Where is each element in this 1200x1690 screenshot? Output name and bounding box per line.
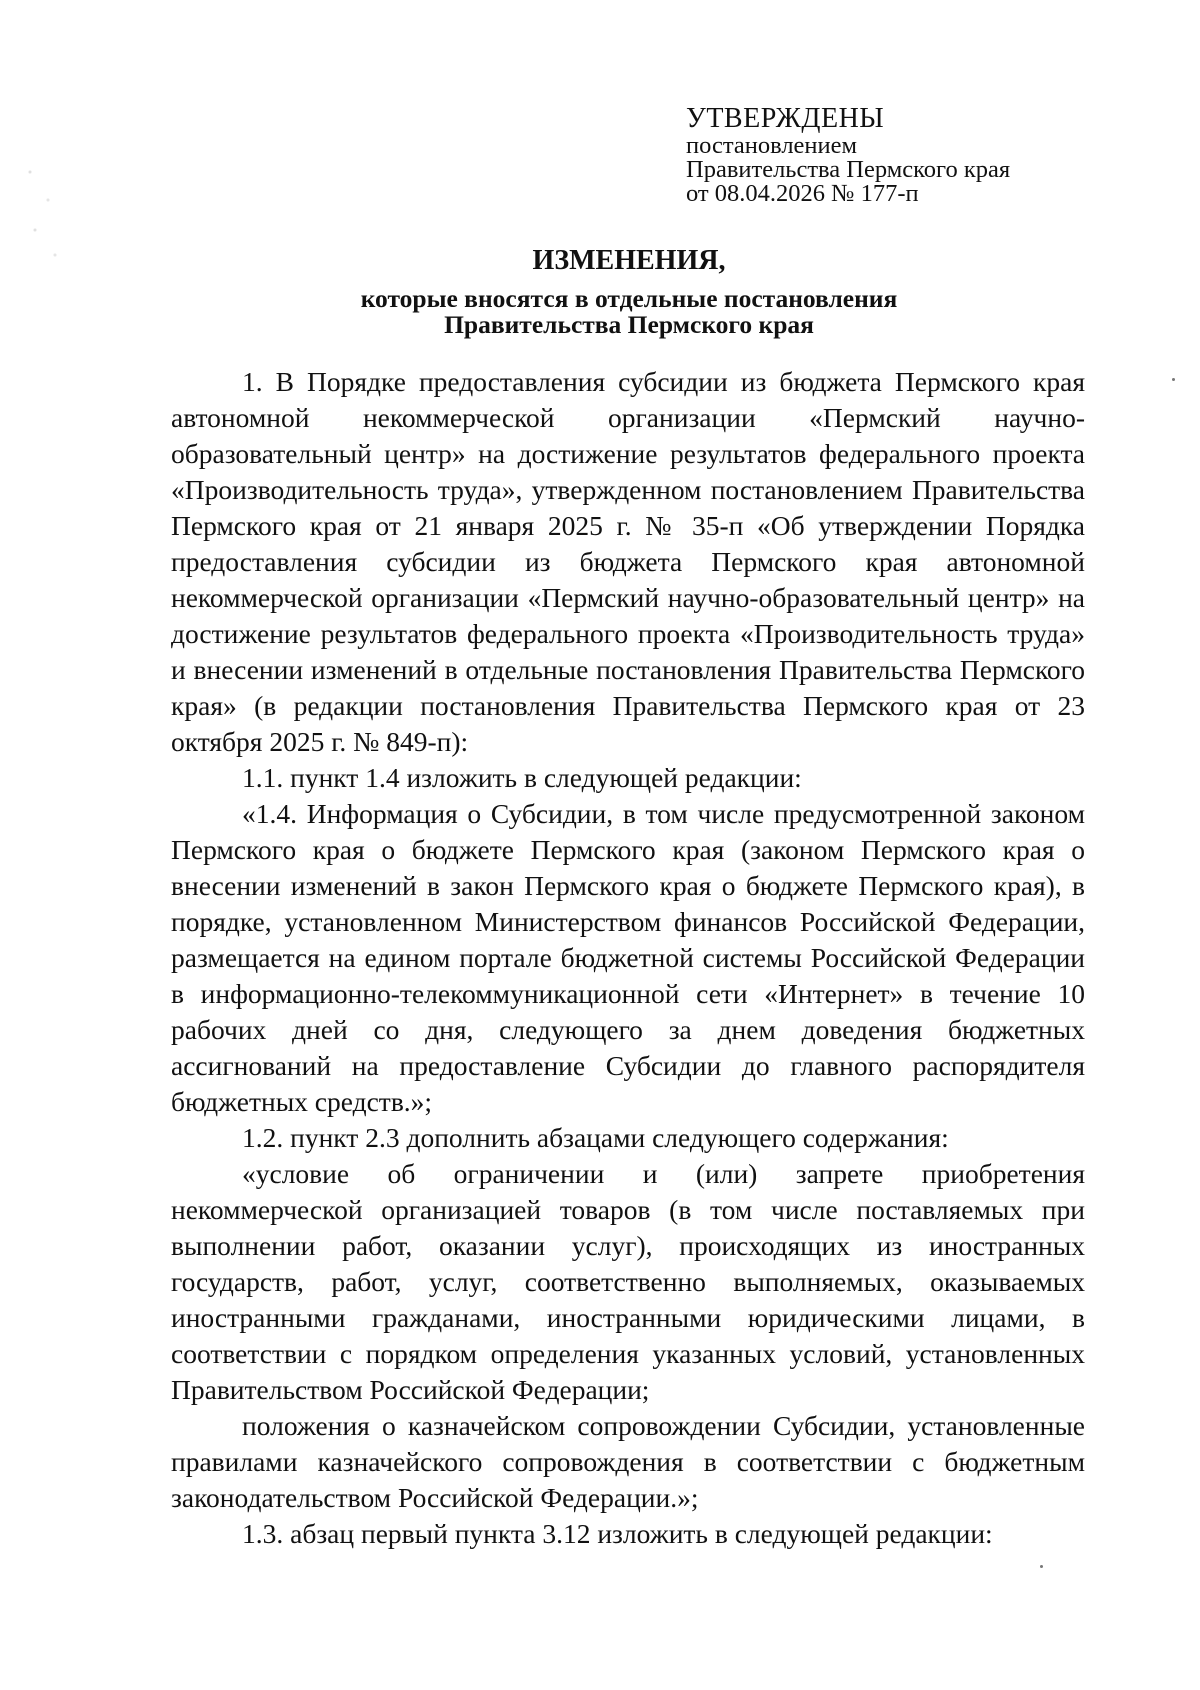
paragraph: «условие об ограничении и (или) запрете приобретения некоммерческой организацией товаров (в том числе поставляемых при выполнении работ, оказании услуг), происходящих из иностранных государств, работ, услуг, соответственно выполняемых, оказываемых иностранными гражданами, иностранными юридическими лицами, в соответствии с порядком определения указанных условий, установленных Правительством Российской Федерации;: [171, 1158, 1085, 1405]
scan-speck: [1172, 378, 1175, 381]
scan-speck: [1040, 1565, 1043, 1568]
approval-title: УТВЕРЖДЕНЫ: [686, 103, 885, 134]
approval-date: от 08.04.2026 № 177-п: [686, 180, 919, 207]
subtitle-line: Правительства Пермского края: [444, 310, 814, 339]
paragraph: 1.3. абзац первый пункта 3.12 изложить в следующей редакции:: [242, 1518, 993, 1549]
approval-line: постановлением: [686, 132, 858, 159]
document-subtitle: [170, 286, 1088, 338]
paragraph: положения о казначейском сопровождении Субсидии, установленные правилами казначейского сопровождения в соответствии с бюджетным законодательством Российской Федерации.»;: [171, 1410, 1085, 1513]
approval-line: Правительства Пермского края: [686, 156, 1011, 183]
paragraph: 1.2. пункт 2.3 дополнить абзацами следующего содержания:: [242, 1122, 949, 1153]
document-title: ИЗМЕНЕНИЯ,: [532, 245, 726, 276]
paragraph: 1. В Порядке предоставления субсидии из бюджета Пермского края автономной некоммерческой организации «Пермский научно-образовательный центр» на достижение результатов федерального проекта «Производительность труда», утвержденном постановлением Правительства Пермского края от 21 января 2025 г. № 35-п «Об утверждении Порядка предоставления субсидии из бюджета Пермского края автономной некоммерческой организации «Пермский научно-образовательный центр» на достижение результатов федерального проекта «Производительность труда» и внесении изменений в отдельные постановления Правительства Пермского края» (в редакции постановления Правительства Пермского края от 23 октября 2025 г. № 849-п):: [171, 366, 1085, 757]
document-body: [171, 364, 1085, 1552]
paragraph: «1.4. Информация о Субсидии, в том числе предусмотренной законом Пермского края о бюджете Пермского края (законом Пермского края о внесении изменений в закон Пермского края о бюджете Пермского края), в порядке, установленном Министерством финансов Российской Федерации, размещается на едином портале бюджетной системы Российской Федерации в информационно-телекоммуникационной сети «Интернет» в течение 10 рабочих дней со дня, следующего за днем доведения бюджетных ассигнований на предоставление Субсидии до главного распорядителя бюджетных средств.»;: [171, 798, 1085, 1117]
approval-stamp: [686, 104, 1106, 206]
paragraph: 1.1. пункт 1.4 изложить в следующей редакции:: [242, 762, 802, 793]
subtitle-line: которые вносятся в отдельные постановления: [360, 284, 898, 313]
scan-noise: [20, 160, 70, 270]
